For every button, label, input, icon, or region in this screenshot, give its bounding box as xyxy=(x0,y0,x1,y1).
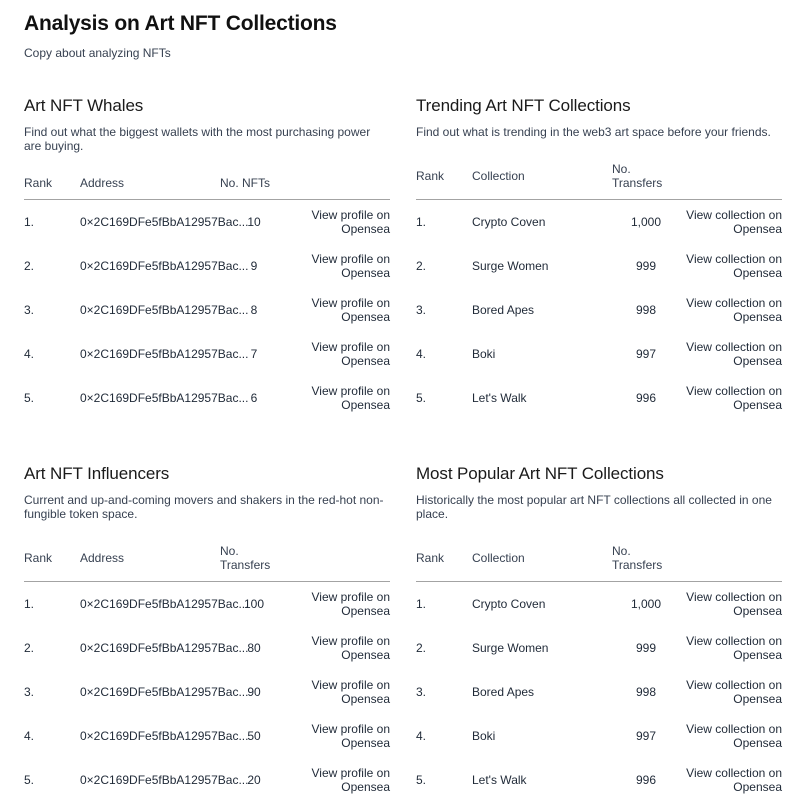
section-title: Most Popular Art NFT Collections xyxy=(416,464,664,483)
rank-cell: 2. xyxy=(416,641,427,655)
address-cell: 0×2C169DFe5fBbA12957Bac... xyxy=(80,347,249,361)
collection-cell: Let's Walk xyxy=(472,773,527,787)
column-header-rank: Rank xyxy=(416,169,445,183)
value-cell: 9 xyxy=(250,259,258,273)
table-body xyxy=(24,582,390,802)
value-cell: 996 xyxy=(635,773,657,787)
rank-cell: 2. xyxy=(24,259,35,273)
table-row xyxy=(416,332,782,376)
value-cell: 1,000 xyxy=(630,215,662,229)
opensea-link[interactable]: View profile on Opensea xyxy=(311,678,390,706)
column-header-rank: Rank xyxy=(416,551,445,565)
address-cell: 0×2C169DFe5fBbA12957Bac... xyxy=(80,303,249,317)
opensea-link[interactable]: View profile on Opensea xyxy=(311,296,390,324)
value-cell: 20 xyxy=(247,773,261,787)
rank-cell: 5. xyxy=(416,391,427,405)
section-art-nft-whales xyxy=(24,96,390,420)
value-cell: 90 xyxy=(247,685,261,699)
table-header-row xyxy=(24,176,390,200)
value-cell: 1,000 xyxy=(630,597,662,611)
table-row xyxy=(24,670,390,714)
rank-cell: 5. xyxy=(24,391,35,405)
value-cell: 8 xyxy=(250,303,258,317)
address-cell: 0×2C169DFe5fBbA12957Bac... xyxy=(80,215,249,229)
opensea-link[interactable]: View collection on Opensea xyxy=(686,766,782,794)
column-header-value: No. Transfers xyxy=(612,162,663,190)
rank-cell: 2. xyxy=(24,641,35,655)
rank-cell: 5. xyxy=(416,773,427,787)
value-cell: 996 xyxy=(635,391,657,405)
table-row xyxy=(416,670,782,714)
page-subtitle: Copy about analyzing NFTs xyxy=(24,46,171,60)
table-row xyxy=(416,376,782,420)
table-row xyxy=(24,714,390,758)
table-header-row xyxy=(416,544,782,582)
table-row xyxy=(416,714,782,758)
column-header-value: No. NFTs xyxy=(220,176,271,190)
collection-cell: Crypto Coven xyxy=(472,597,546,611)
section-description: Find out what the biggest wallets with the most purchasing power are buying. xyxy=(24,125,371,153)
opensea-link[interactable]: View collection on Opensea xyxy=(686,208,782,236)
opensea-link[interactable]: View profile on Opensea xyxy=(311,722,390,750)
table-row xyxy=(24,626,390,670)
rank-cell: 1. xyxy=(416,215,427,229)
opensea-link[interactable]: View profile on Opensea xyxy=(311,208,390,236)
address-cell: 0×2C169DFe5fBbA12957Bac... xyxy=(80,391,249,405)
rank-cell: 5. xyxy=(24,773,35,787)
value-cell: 80 xyxy=(247,641,261,655)
collection-cell: Crypto Coven xyxy=(472,215,546,229)
collection-cell: Bored Apes xyxy=(472,303,535,317)
column-header-address: Address xyxy=(80,551,125,565)
section-title: Art NFT Influencers xyxy=(24,464,170,483)
table-row xyxy=(416,758,782,802)
table-row xyxy=(24,758,390,802)
value-cell: 997 xyxy=(635,347,657,361)
value-cell: 999 xyxy=(635,641,657,655)
section-description: Historically the most popular art NFT collections all collected in one place. xyxy=(416,493,772,521)
table-row xyxy=(24,582,390,626)
address-cell: 0×2C169DFe5fBbA12957Bac... xyxy=(80,597,249,611)
opensea-link[interactable]: View profile on Opensea xyxy=(311,634,390,662)
opensea-link[interactable]: View profile on Opensea xyxy=(311,340,390,368)
whales-table xyxy=(24,176,390,420)
value-cell: 998 xyxy=(635,303,657,317)
rank-cell: 3. xyxy=(24,685,35,699)
section-description: Find out what is trending in the web3 art space before your friends. xyxy=(416,125,771,139)
opensea-link[interactable]: View collection on Opensea xyxy=(686,678,782,706)
value-cell: 50 xyxy=(247,729,261,743)
table-row xyxy=(24,376,390,420)
opensea-link[interactable]: View collection on Opensea xyxy=(686,296,782,324)
table-row xyxy=(24,200,390,244)
opensea-link[interactable]: View collection on Opensea xyxy=(686,340,782,368)
address-cell: 0×2C169DFe5fBbA12957Bac... xyxy=(80,773,249,787)
rank-cell: 3. xyxy=(24,303,35,317)
table-row xyxy=(24,288,390,332)
section-title: Trending Art NFT Collections xyxy=(416,96,631,115)
influencers-table xyxy=(24,544,390,802)
rank-cell: 4. xyxy=(24,347,35,361)
collection-cell: Surge Women xyxy=(472,641,549,655)
rank-cell: 1. xyxy=(24,215,35,229)
section-most-popular-art-nft-collections xyxy=(416,464,782,802)
table-row xyxy=(416,200,782,244)
opensea-link[interactable]: View collection on Opensea xyxy=(686,590,782,618)
column-header-collection: Collection xyxy=(472,551,525,565)
value-cell: 999 xyxy=(635,259,657,273)
table-row xyxy=(416,626,782,670)
opensea-link[interactable]: View profile on Opensea xyxy=(311,590,390,618)
address-cell: 0×2C169DFe5fBbA12957Bac... xyxy=(80,685,249,699)
trending-table xyxy=(416,162,782,420)
table-row xyxy=(416,582,782,626)
collection-cell: Bored Apes xyxy=(472,685,535,699)
table-row xyxy=(24,244,390,288)
address-cell: 0×2C169DFe5fBbA12957Bac... xyxy=(80,729,249,743)
section-description: Current and up-and-coming movers and shakers in the red-hot non-fungible token space. xyxy=(24,493,384,521)
opensea-link[interactable]: View profile on Opensea xyxy=(311,252,390,280)
value-cell: 997 xyxy=(635,729,657,743)
rank-cell: 3. xyxy=(416,303,427,317)
table-header-row xyxy=(416,162,782,200)
collection-cell: Boki xyxy=(472,347,496,361)
table-body xyxy=(24,200,390,420)
section-art-nft-influencers xyxy=(24,464,390,802)
column-header-collection: Collection xyxy=(472,169,525,183)
value-cell: 7 xyxy=(250,347,258,361)
value-cell: 100 xyxy=(243,597,265,611)
sections-grid xyxy=(24,96,782,802)
rank-cell: 4. xyxy=(416,347,427,361)
value-cell: 998 xyxy=(635,685,657,699)
table-row xyxy=(416,288,782,332)
rank-cell: 4. xyxy=(416,729,427,743)
column-header-address: Address xyxy=(80,176,125,190)
value-cell: 10 xyxy=(247,215,261,229)
table-body xyxy=(416,200,782,420)
collection-cell: Boki xyxy=(472,729,496,743)
table-row xyxy=(416,244,782,288)
column-header-rank: Rank xyxy=(24,176,53,190)
table-body xyxy=(416,582,782,802)
section-trending-art-nft-collections xyxy=(416,96,782,420)
address-cell: 0×2C169DFe5fBbA12957Bac... xyxy=(80,641,249,655)
rank-cell: 3. xyxy=(416,685,427,699)
collection-cell: Let's Walk xyxy=(472,391,527,405)
collection-cell: Surge Women xyxy=(472,259,549,273)
column-header-value: No. Transfers xyxy=(612,544,663,572)
table-header-row xyxy=(24,544,390,582)
column-header-value: No. Transfers xyxy=(220,544,271,572)
opensea-link[interactable]: View collection on Opensea xyxy=(686,634,782,662)
rank-cell: 1. xyxy=(416,597,427,611)
value-cell: 6 xyxy=(250,391,258,405)
address-cell: 0×2C169DFe5fBbA12957Bac... xyxy=(80,259,249,273)
section-title: Art NFT Whales xyxy=(24,96,144,115)
page-title: Analysis on Art NFT Collections xyxy=(24,12,337,35)
opensea-link[interactable]: View profile on Opensea xyxy=(311,766,390,794)
opensea-link[interactable]: View collection on Opensea xyxy=(686,252,782,280)
table-row xyxy=(24,332,390,376)
rank-cell: 2. xyxy=(416,259,427,273)
rank-cell: 1. xyxy=(24,597,35,611)
opensea-link[interactable]: View collection on Opensea xyxy=(686,722,782,750)
opensea-link[interactable]: View collection on Opensea xyxy=(686,384,782,412)
rank-cell: 4. xyxy=(24,729,35,743)
popular-table xyxy=(416,544,782,802)
column-header-rank: Rank xyxy=(24,551,53,565)
opensea-link[interactable]: View profile on Opensea xyxy=(311,384,390,412)
